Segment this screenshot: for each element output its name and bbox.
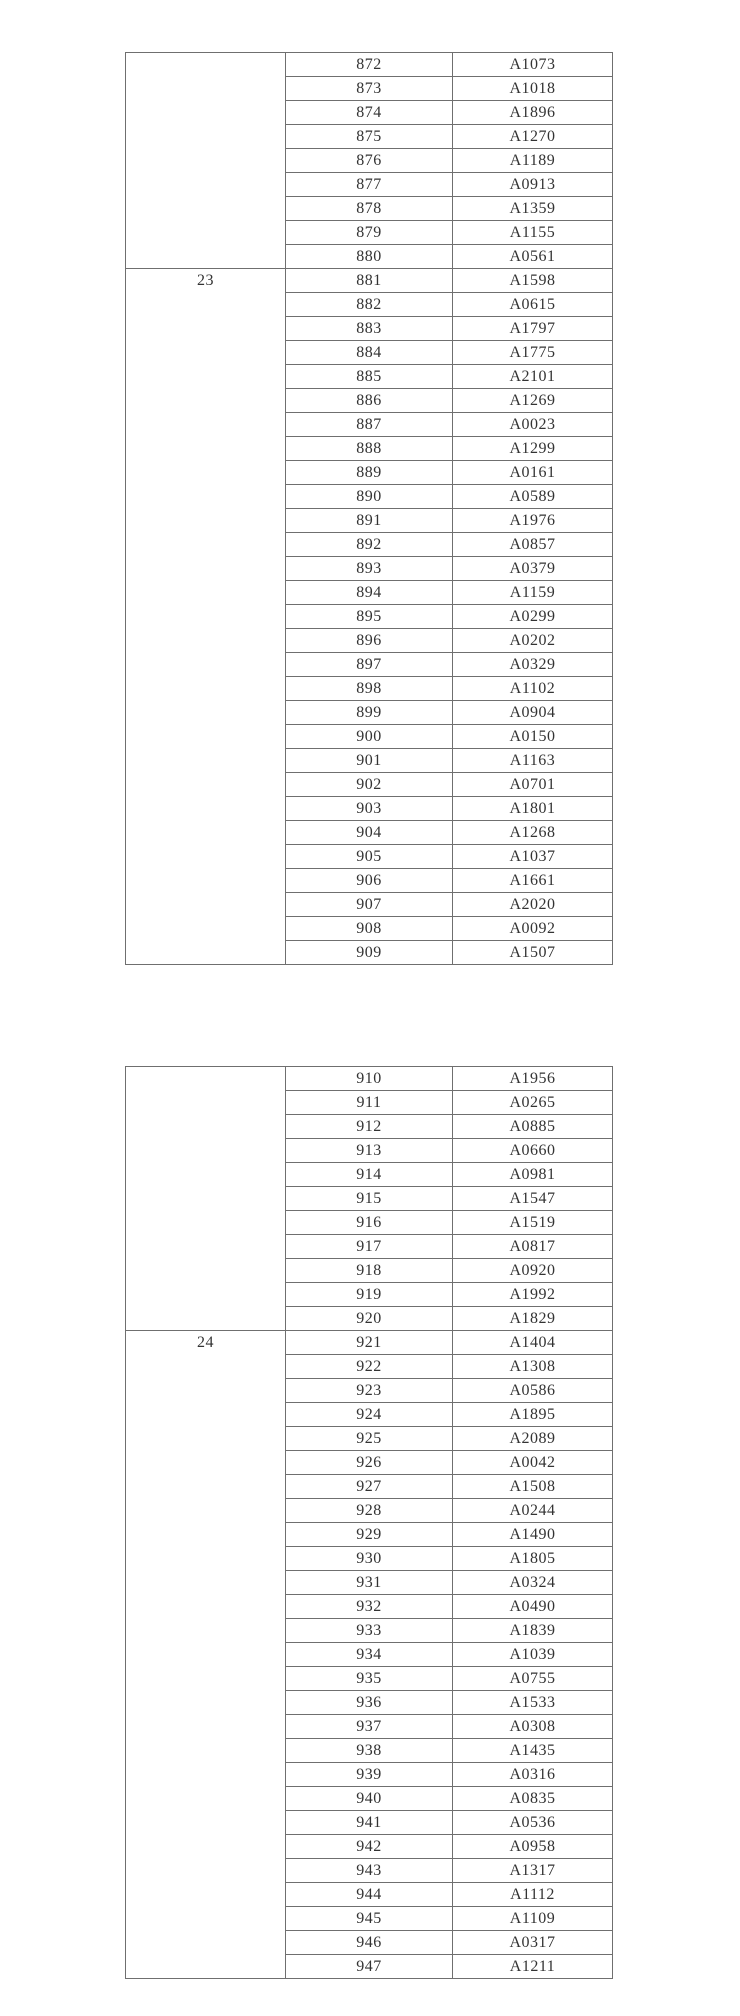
code-cell: A1268	[453, 821, 613, 845]
serial-number-cell: 908	[286, 917, 453, 941]
document-page	[0, 52, 740, 2016]
serial-number-cell: 882	[286, 293, 453, 317]
group-empty-cell	[126, 1067, 286, 1331]
serial-number-cell: 933	[286, 1619, 453, 1643]
table-row	[126, 1331, 613, 1355]
code-cell: A0615	[453, 293, 613, 317]
code-cell: A1547	[453, 1187, 613, 1211]
code-cell: A0299	[453, 605, 613, 629]
code-cell: A0536	[453, 1811, 613, 1835]
serial-number-cell: 915	[286, 1187, 453, 1211]
serial-number-cell: 919	[286, 1283, 453, 1307]
serial-number-cell: 909	[286, 941, 453, 965]
serial-number-cell: 874	[286, 101, 453, 125]
serial-number-cell: 931	[286, 1571, 453, 1595]
serial-number-cell: 922	[286, 1355, 453, 1379]
serial-number-cell: 910	[286, 1067, 453, 1091]
serial-number-cell: 873	[286, 77, 453, 101]
code-cell: A0244	[453, 1499, 613, 1523]
code-cell: A1270	[453, 125, 613, 149]
serial-number-cell: 887	[286, 413, 453, 437]
code-cell: A0265	[453, 1091, 613, 1115]
serial-number-cell: 884	[286, 341, 453, 365]
serial-number-cell: 872	[286, 53, 453, 77]
serial-number-cell: 937	[286, 1715, 453, 1739]
serial-number-cell: 901	[286, 749, 453, 773]
code-cell: A1805	[453, 1547, 613, 1571]
roster-table-bottom	[125, 1066, 613, 1979]
code-cell: A1037	[453, 845, 613, 869]
code-cell: A0755	[453, 1667, 613, 1691]
serial-number-cell: 928	[286, 1499, 453, 1523]
code-cell: A1533	[453, 1691, 613, 1715]
serial-number-cell: 929	[286, 1523, 453, 1547]
serial-number-cell: 875	[286, 125, 453, 149]
serial-number-cell: 886	[286, 389, 453, 413]
serial-number-cell: 924	[286, 1403, 453, 1427]
serial-number-cell: 920	[286, 1307, 453, 1331]
group-empty-cell	[126, 53, 286, 269]
serial-number-cell: 899	[286, 701, 453, 725]
serial-number-cell: 926	[286, 1451, 453, 1475]
code-cell: A0092	[453, 917, 613, 941]
serial-number-cell: 942	[286, 1835, 453, 1859]
serial-number-cell: 930	[286, 1547, 453, 1571]
code-cell: A1359	[453, 197, 613, 221]
serial-number-cell: 904	[286, 821, 453, 845]
code-cell: A0023	[453, 413, 613, 437]
code-cell: A1317	[453, 1859, 613, 1883]
code-cell: A0379	[453, 557, 613, 581]
code-cell: A0561	[453, 245, 613, 269]
serial-number-cell: 916	[286, 1211, 453, 1235]
code-cell: A0317	[453, 1931, 613, 1955]
code-cell: A1992	[453, 1283, 613, 1307]
serial-number-cell: 876	[286, 149, 453, 173]
code-cell: A0981	[453, 1163, 613, 1187]
code-cell: A0586	[453, 1379, 613, 1403]
serial-number-cell: 945	[286, 1907, 453, 1931]
code-cell: A0161	[453, 461, 613, 485]
serial-number-cell: 940	[286, 1787, 453, 1811]
serial-number-cell: 878	[286, 197, 453, 221]
code-cell: A1507	[453, 941, 613, 965]
code-cell: A0817	[453, 1235, 613, 1259]
serial-number-cell: 913	[286, 1139, 453, 1163]
code-cell: A1976	[453, 509, 613, 533]
code-cell: A1109	[453, 1907, 613, 1931]
serial-number-cell: 879	[286, 221, 453, 245]
code-cell: A1839	[453, 1619, 613, 1643]
serial-number-cell: 911	[286, 1091, 453, 1115]
serial-number-cell: 938	[286, 1739, 453, 1763]
code-cell: A1269	[453, 389, 613, 413]
serial-number-cell: 896	[286, 629, 453, 653]
serial-number-cell: 923	[286, 1379, 453, 1403]
code-cell: A1775	[453, 341, 613, 365]
code-cell: A1159	[453, 581, 613, 605]
serial-number-cell: 894	[286, 581, 453, 605]
code-cell: A0329	[453, 653, 613, 677]
code-cell: A1018	[453, 77, 613, 101]
roster-table-top	[125, 52, 613, 965]
code-cell: A0490	[453, 1595, 613, 1619]
serial-number-cell: 943	[286, 1859, 453, 1883]
serial-number-cell: 889	[286, 461, 453, 485]
serial-number-cell: 939	[286, 1763, 453, 1787]
serial-number-cell: 944	[286, 1883, 453, 1907]
serial-number-cell: 946	[286, 1931, 453, 1955]
serial-number-cell: 912	[286, 1115, 453, 1139]
serial-number-cell: 934	[286, 1643, 453, 1667]
code-cell: A0857	[453, 533, 613, 557]
code-cell: A0920	[453, 1259, 613, 1283]
code-cell: A1211	[453, 1955, 613, 1979]
code-cell: A1102	[453, 677, 613, 701]
serial-number-cell: 917	[286, 1235, 453, 1259]
code-cell: A1519	[453, 1211, 613, 1235]
serial-number-cell: 905	[286, 845, 453, 869]
serial-number-cell: 895	[286, 605, 453, 629]
group-label-cell: 24	[126, 1331, 286, 1979]
serial-number-cell: 892	[286, 533, 453, 557]
code-cell: A1661	[453, 869, 613, 893]
code-cell: A1112	[453, 1883, 613, 1907]
code-cell: A0308	[453, 1715, 613, 1739]
code-cell: A0589	[453, 485, 613, 509]
serial-number-cell: 897	[286, 653, 453, 677]
code-cell: A1435	[453, 1739, 613, 1763]
code-cell: A2101	[453, 365, 613, 389]
serial-number-cell: 900	[286, 725, 453, 749]
code-cell: A0835	[453, 1787, 613, 1811]
serial-number-cell: 925	[286, 1427, 453, 1451]
code-cell: A2020	[453, 893, 613, 917]
code-cell: A0660	[453, 1139, 613, 1163]
serial-number-cell: 935	[286, 1667, 453, 1691]
code-cell: A1404	[453, 1331, 613, 1355]
code-cell: A1039	[453, 1643, 613, 1667]
serial-number-cell: 914	[286, 1163, 453, 1187]
code-cell: A1490	[453, 1523, 613, 1547]
code-cell: A0904	[453, 701, 613, 725]
serial-number-cell: 903	[286, 797, 453, 821]
code-cell: A1801	[453, 797, 613, 821]
serial-number-cell: 898	[286, 677, 453, 701]
code-cell: A1598	[453, 269, 613, 293]
code-cell: A1299	[453, 437, 613, 461]
serial-number-cell: 890	[286, 485, 453, 509]
code-cell: A1189	[453, 149, 613, 173]
table-row	[126, 1067, 613, 1091]
serial-number-cell: 936	[286, 1691, 453, 1715]
code-cell: A1508	[453, 1475, 613, 1499]
serial-number-cell: 941	[286, 1811, 453, 1835]
serial-number-cell: 877	[286, 173, 453, 197]
code-cell: A0150	[453, 725, 613, 749]
table-row	[126, 53, 613, 77]
code-cell: A1829	[453, 1307, 613, 1331]
table-row	[126, 269, 613, 293]
code-cell: A0324	[453, 1571, 613, 1595]
serial-number-cell: 932	[286, 1595, 453, 1619]
code-cell: A1956	[453, 1067, 613, 1091]
code-cell: A1797	[453, 317, 613, 341]
serial-number-cell: 947	[286, 1955, 453, 1979]
code-cell: A1308	[453, 1355, 613, 1379]
code-cell: A0202	[453, 629, 613, 653]
code-cell: A1895	[453, 1403, 613, 1427]
serial-number-cell: 918	[286, 1259, 453, 1283]
serial-number-cell: 880	[286, 245, 453, 269]
serial-number-cell: 907	[286, 893, 453, 917]
code-cell: A0913	[453, 173, 613, 197]
serial-number-cell: 885	[286, 365, 453, 389]
serial-number-cell: 906	[286, 869, 453, 893]
code-cell: A0701	[453, 773, 613, 797]
code-cell: A0316	[453, 1763, 613, 1787]
serial-number-cell: 921	[286, 1331, 453, 1355]
code-cell: A0042	[453, 1451, 613, 1475]
code-cell: A1155	[453, 221, 613, 245]
code-cell: A0885	[453, 1115, 613, 1139]
serial-number-cell: 902	[286, 773, 453, 797]
serial-number-cell: 883	[286, 317, 453, 341]
serial-number-cell: 881	[286, 269, 453, 293]
serial-number-cell: 893	[286, 557, 453, 581]
code-cell: A1163	[453, 749, 613, 773]
code-cell: A2089	[453, 1427, 613, 1451]
serial-number-cell: 891	[286, 509, 453, 533]
code-cell: A1896	[453, 101, 613, 125]
group-label-cell: 23	[126, 269, 286, 965]
code-cell: A1073	[453, 53, 613, 77]
serial-number-cell: 888	[286, 437, 453, 461]
serial-number-cell: 927	[286, 1475, 453, 1499]
code-cell: A0958	[453, 1835, 613, 1859]
